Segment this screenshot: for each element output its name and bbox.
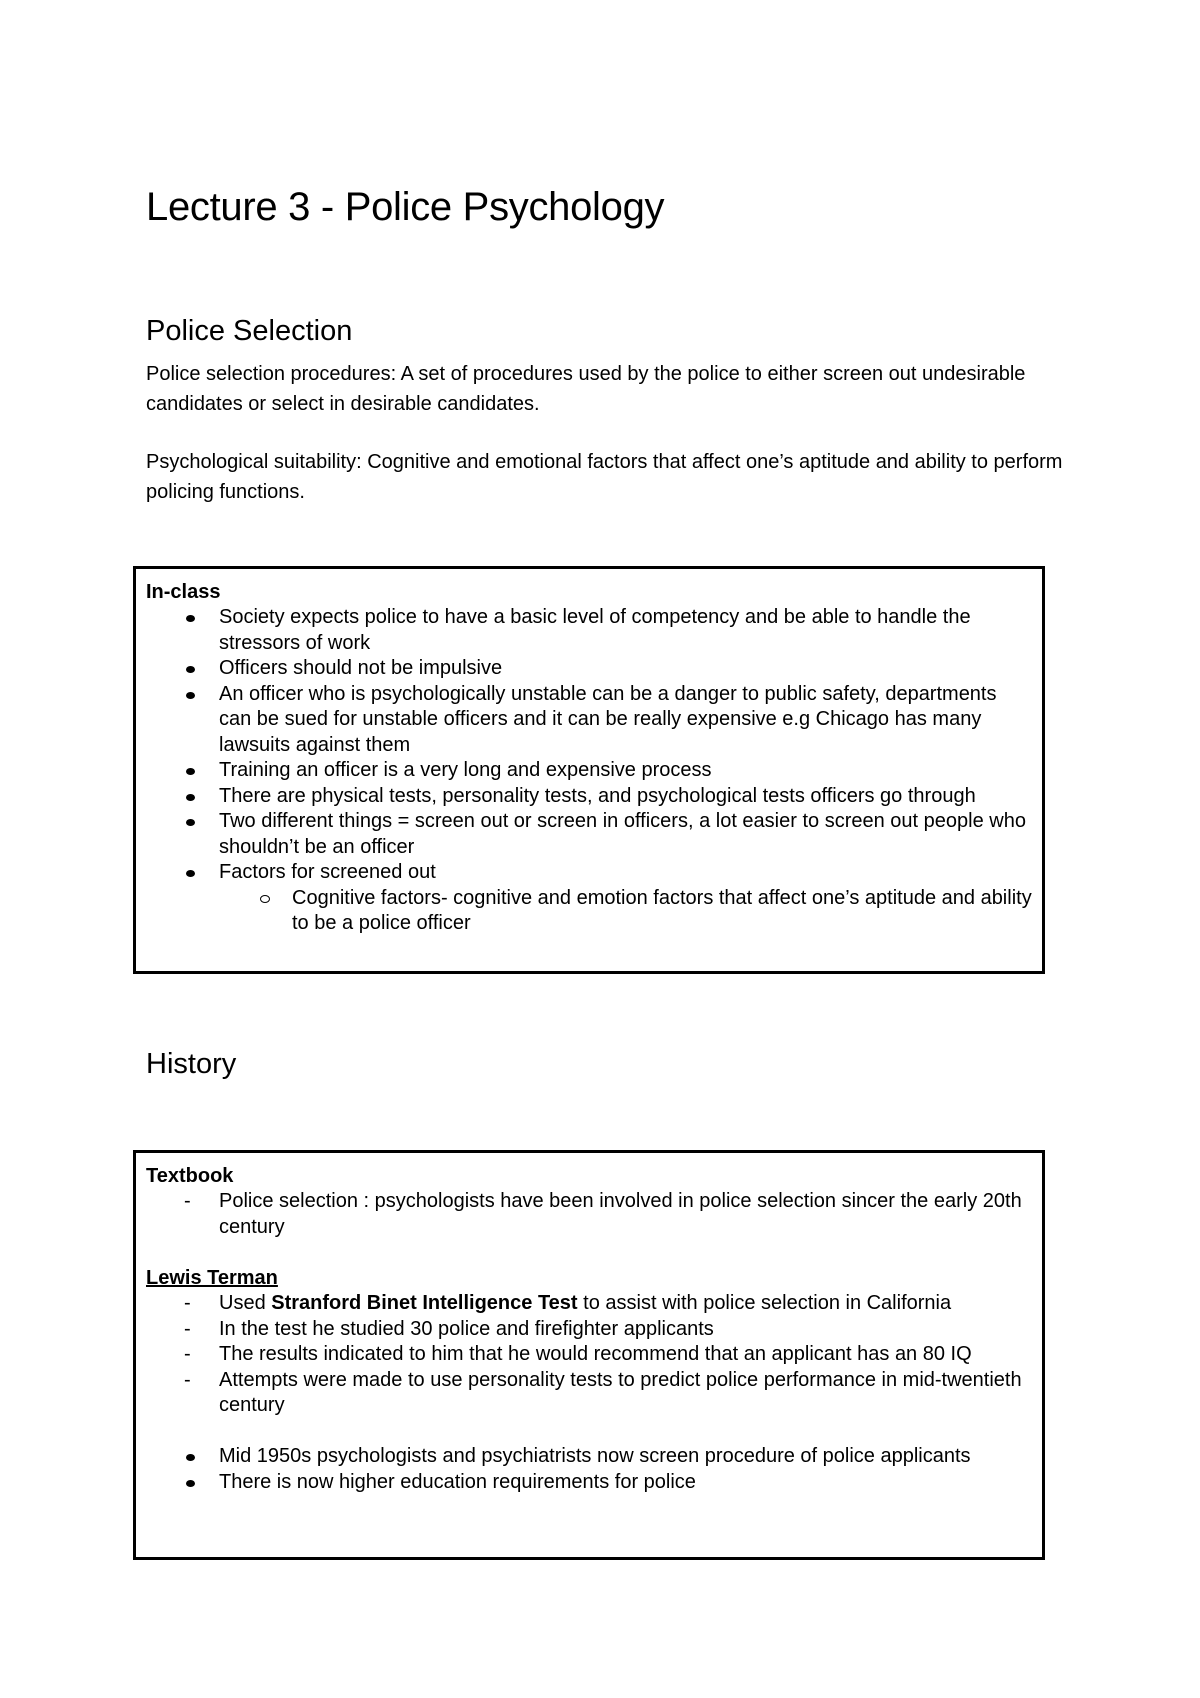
list-item	[146, 1342, 1032, 1368]
list-item-text: Mid 1950s psychologists and psychiatrists now screen procedure of police applicants	[219, 1445, 971, 1467]
dash-icon: -	[184, 1368, 191, 1391]
list-item	[146, 1189, 1032, 1240]
list-item-text: There is now higher education requirements for police	[219, 1470, 696, 1493]
list-item	[146, 809, 1032, 860]
list-item-text: Police selection : psychologists have been involved in police selection sincer the early 20th century	[219, 1190, 1022, 1238]
lewis-terman-heading: Lewis Terman	[146, 1266, 278, 1289]
bullet-icon	[186, 870, 195, 877]
paragraph-psychological-suitability: Psychological suitability: Cognitive and emotional factors that affect one’s aptitude and ability to perform policing functions.	[146, 451, 1063, 503]
list-item	[146, 1368, 1032, 1419]
list-item-text: Attempts were made to use personality tests to predict police performance in mid-twentieth century	[219, 1368, 1022, 1416]
textbook-box	[133, 1150, 1045, 1560]
inclass-label: In-class	[146, 581, 221, 603]
textbook-bullet-list	[146, 1444, 1032, 1495]
list-item	[146, 1291, 1032, 1317]
bullet-icon	[186, 1480, 195, 1487]
test-name: Stranford Binet Intelligence Test	[271, 1292, 578, 1314]
bullet-icon	[186, 1454, 195, 1461]
bullet-icon	[186, 615, 195, 622]
inclass-sub-bullet-list	[146, 886, 1032, 937]
list-item	[146, 784, 1032, 810]
dash-icon: -	[184, 1343, 191, 1365]
list-item-text-suffix: to assist with police selection in California	[577, 1292, 952, 1314]
bullet-icon	[186, 692, 195, 699]
list-item	[146, 682, 1032, 759]
terman-dash-list	[146, 1291, 1032, 1419]
list-item-text: The results indicated to him that he would recommend that an applicant has an 80 IQ	[219, 1343, 972, 1365]
list-item-text: Factors for screened out	[219, 861, 436, 883]
dash-icon: -	[184, 1190, 191, 1212]
list-item	[146, 860, 1032, 886]
list-item-text: An officer who is psychologically unstable can be a danger to public safety, departments can be sued for unstable officers and it can be really expensive e.g Chicago has many lawsuits against them	[219, 682, 997, 756]
list-item-text: Society expects police to have a basic level of competency and be able to handle the stressors of work	[219, 606, 971, 654]
inclass-bullet-list	[146, 605, 1032, 886]
bullet-icon	[186, 794, 195, 801]
inclass-box	[133, 566, 1045, 974]
list-item	[146, 1444, 1032, 1470]
list-item	[146, 886, 1032, 937]
list-item-text: In the test he studied 30 police and firefighter applicants	[219, 1317, 714, 1340]
textbook-label: Textbook	[146, 1165, 234, 1187]
dash-icon: -	[184, 1317, 191, 1340]
list-item	[146, 1317, 1032, 1343]
hollow-bullet-icon	[260, 895, 270, 903]
list-item-text: Two different things = screen out or screen in officers, a lot easier to screen out people who shouldn’t be an officer	[219, 810, 1026, 858]
section-heading-history: History	[146, 1048, 237, 1080]
page-title: Lecture 3 - Police Psychology	[146, 185, 665, 229]
bullet-icon	[186, 768, 195, 775]
list-item-text: Cognitive factors- cognitive and emotion factors that affect one’s aptitude and ability to be a police officer	[292, 886, 1032, 934]
paragraph-selection-procedures: Police selection procedures: A set of procedures used by the police to either screen out undesirable candidates or select in desirable candidates.	[146, 363, 1026, 415]
list-item-text: There are physical tests, personality tests, and psychological tests officers go through	[219, 784, 976, 807]
section-heading-police-selection: Police Selection	[146, 315, 353, 347]
list-item	[146, 758, 1032, 784]
list-item-text-prefix: Used	[219, 1292, 272, 1314]
bullet-icon	[186, 666, 195, 673]
textbook-dash-list	[146, 1189, 1032, 1240]
bullet-icon	[186, 819, 195, 826]
list-item-text: Officers should not be impulsive	[219, 657, 503, 679]
list-item	[146, 656, 1032, 682]
dash-icon: -	[184, 1292, 191, 1314]
list-item	[146, 1470, 1032, 1496]
list-item-text: Training an officer is a very long and expensive process	[219, 759, 712, 781]
list-item	[146, 605, 1032, 656]
